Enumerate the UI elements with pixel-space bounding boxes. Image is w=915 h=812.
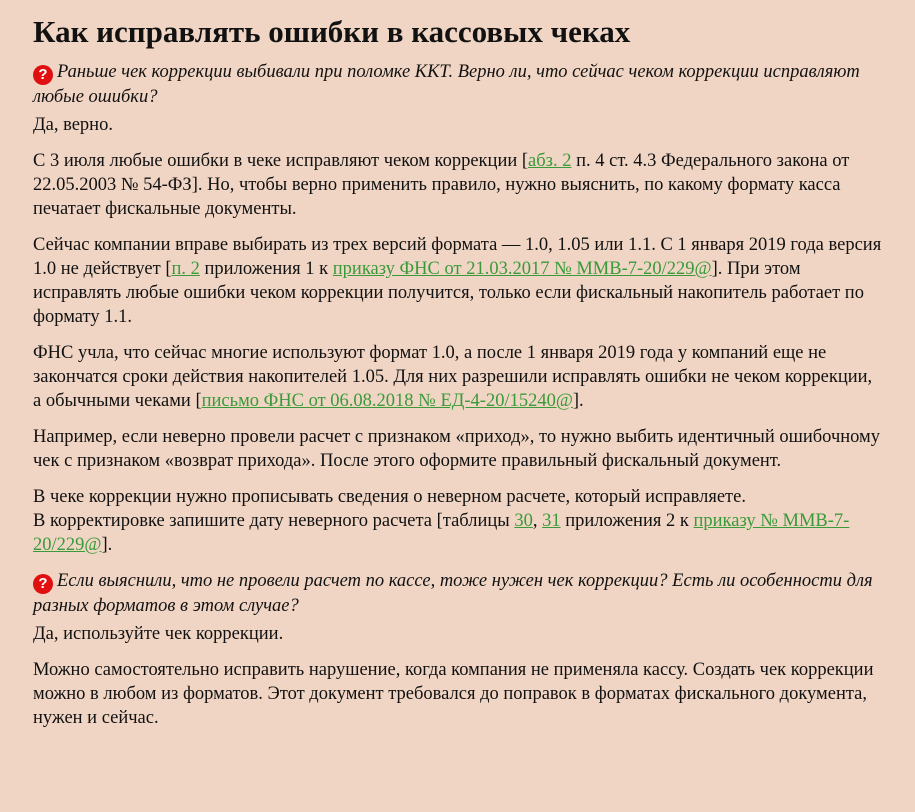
link-letter-fns[interactable]: письмо ФНС от 06.08.2018 № ЕД-4-20/15240@ [201,391,573,411]
paragraph [33,341,883,413]
text: ]. При этом исправлять любые ошибки чеком коррекции получится, только если фискальный накопитель работает по формату 1.1. [33,259,864,327]
link-table-31[interactable]: 31 [542,511,561,531]
page-title: Как исправлять ошибки в кассовых чеках [33,14,631,49]
text: п. 4 ст. 4.3 Федерального закона от 22.05.2003 № 54-ФЗ]. Но, чтобы верно применить правило, нужно выяснить, по какому формату касса печатает фискальные документы. [33,151,850,219]
text: ФНС учла, что сейчас многие используют формат 1.0, а после 1 января 2019 года у компаний еще не закончатся сроки действия накопителей 1.05. Для них разрешили исправлять ошибки не чеком коррекции, а обычными чеками [ [33,343,873,411]
paragraph: Например, если неверно провели расчет с признаком «приход», то нужно выбить идентичный ошибочному чек с признаком «возврат прихода». После этого оформите правильный фискальный документ. [33,427,881,471]
link-order[interactable]: приказу № ММВ-7-20/229@ [33,511,850,555]
question-text: Если выяснили, что не провели расчет по кассе, тоже нужен чек коррекции? Есть ли особенности для разных форматов в этом случае? [33,571,873,616]
link-abz-2[interactable]: абз. 2 [528,151,572,171]
text: ]. [101,535,113,555]
question-icon: ? [33,574,53,594]
question-text: Раньше чек коррекции выбивали при поломке ККТ. Верно ли, что сейчас чеком коррекции исправляют любые ошибки? [33,62,860,107]
question-2 [33,569,883,618]
question-1 [33,60,883,109]
paragraph [33,485,883,557]
paragraph: Можно самостоятельно исправить нарушение, когда компания не применяла кассу. Создать чек коррекции можно в любом из форматов. Этот документ требовался до поправок в форматах фискального документа, нужен и сейчас. [33,660,874,728]
paragraph [33,233,883,329]
text: В чеке коррекции нужно прописывать сведения о неверном расчете, который исправляете. [33,487,746,507]
link-p-2[interactable]: п. 2 [171,259,200,279]
text: С 3 июля любые ошибки в чеке исправляют чеком коррекции [ [33,151,529,171]
text: Сейчас компании вправе выбирать из трех версий формата — 1.0, 1.05 или 1.1. С 1 января 2019 года версия 1.0 не действует [ [33,235,882,279]
link-order-fns[interactable]: приказу ФНС от 21.03.2017 № ММВ-7-20/229@ [332,259,712,279]
answer-1: Да, верно. [33,115,113,135]
text: приложения 2 к [560,511,694,531]
text: приложения 1 к [199,259,333,279]
question-icon: ? [33,65,53,85]
link-table-30[interactable]: 30 [514,511,533,531]
paragraph [33,149,883,221]
text: , [532,511,543,531]
text: ]. [572,391,584,411]
answer-2: Да, используйте чек коррекции. [33,624,284,644]
text: В корректировке запишите дату неверного расчета [таблицы [33,511,515,531]
